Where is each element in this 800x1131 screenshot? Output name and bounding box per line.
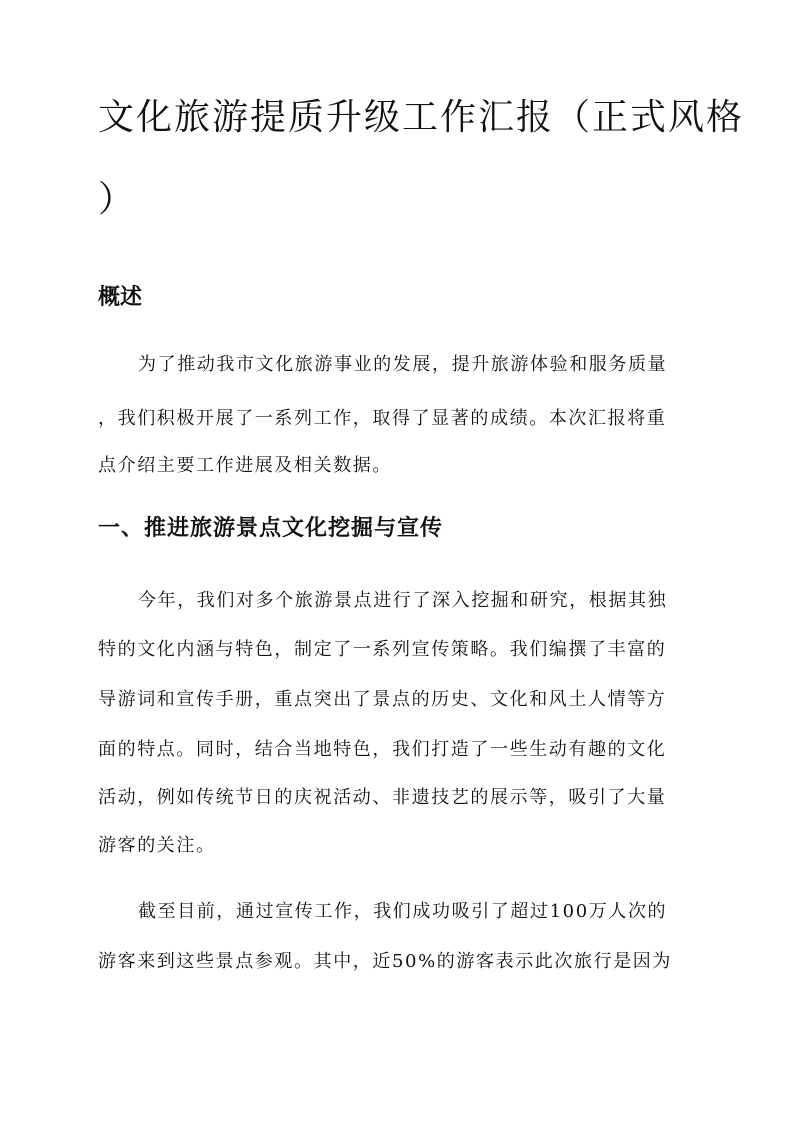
section-1-p2-line-2: 游客来到这些景点参观。其中，近50%的游客表示此次旅行是因为: [98, 951, 673, 972]
overview-heading: 概述: [98, 285, 143, 310]
overview-line-2: ，我们积极开展了一系列工作，取得了显著的成绩。本次汇报将重: [98, 408, 667, 429]
section-1-p1-line-5: 活动，例如传统节日的庆祝活动、非遗技艺的展示等，吸引了大量: [98, 787, 667, 808]
section-1-p1-line-3: 导游词和宣传手册，重点突出了景点的历史、文化和风土人情等方: [98, 689, 667, 710]
overview-line-3: 点介绍主要工作进展及相关数据。: [98, 455, 392, 476]
section-1-p1-line-1: 今年，我们对多个旅游景点进行了深入挖掘和研究，根据其独: [138, 590, 668, 611]
overview-line-1: 为了推动我市文化旅游事业的发展，提升旅游体验和服务质量: [138, 354, 668, 375]
section-1-p1-line-6: 游客的关注。: [98, 835, 216, 856]
document-title-line-2: ）: [98, 179, 137, 220]
section-1-p1-line-2: 特的文化内涵与特色，制定了一系列宣传策略。我们编撰了丰富的: [98, 639, 667, 660]
section-1-p1-line-4: 面的特点。同时，结合当地特色，我们打造了一些生动有趣的文化: [98, 739, 667, 760]
document-title-line-1: 文化旅游提质升级工作汇报（正式风格: [98, 97, 745, 138]
section-1-p2-line-1: 截至目前，通过宣传工作，我们成功吸引了超过100万人次的: [138, 901, 668, 922]
section-1-heading: 一、推进旅游景点文化挖掘与宣传: [98, 516, 444, 541]
